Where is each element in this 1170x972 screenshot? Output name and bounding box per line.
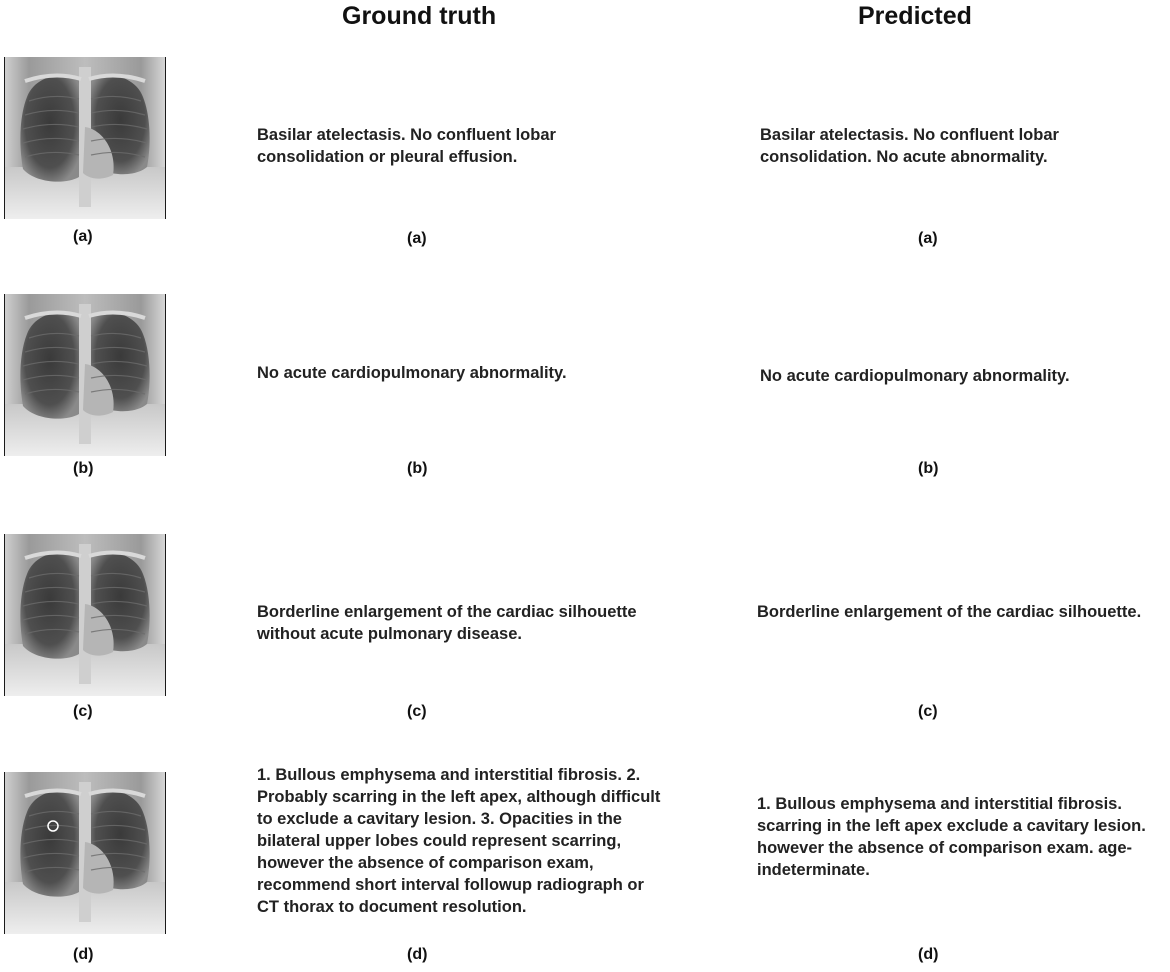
ground-truth-text-b: No acute cardiopulmonary abnormality. <box>257 364 567 382</box>
image-caption-d: (d) <box>73 946 94 963</box>
header-ground-truth: Ground truth <box>342 2 497 30</box>
predicted-text-d: 1. Bullous emphysema and interstitial fibrosis. scarring in the left apex exclude a cavitary lesion. however the absence of comparison exam. age-indeterminate. <box>757 795 1146 879</box>
xray-image-b <box>4 294 166 456</box>
image-caption-c: (c) <box>73 703 93 720</box>
ground-truth-caption-b: (b) <box>407 460 428 477</box>
predicted-caption-a: (a) <box>918 230 938 247</box>
ground-truth-caption-c: (c) <box>407 703 427 720</box>
image-caption-a: (a) <box>73 228 93 245</box>
xray-image-a <box>4 57 166 219</box>
ground-truth-text-a: Basilar atelectasis. No confluent lobar consolidation or pleural effusion. <box>257 126 556 166</box>
image-caption-b: (b) <box>73 460 94 477</box>
predicted-text-a: Basilar atelectasis. No confluent lobar consolidation. No acute abnormality. <box>760 126 1059 166</box>
ground-truth-caption-a: (a) <box>407 230 427 247</box>
predicted-caption-b: (b) <box>918 460 939 477</box>
xray-image-c <box>4 534 166 696</box>
predicted-caption-c: (c) <box>918 703 938 720</box>
ground-truth-text-c: Borderline enlargement of the cardiac silhouette without acute pulmonary disease. <box>257 603 637 643</box>
predicted-text-b: No acute cardiopulmonary abnormality. <box>760 367 1070 385</box>
ground-truth-caption-d: (d) <box>407 946 428 963</box>
xray-image-d <box>4 772 166 934</box>
header-predicted: Predicted <box>858 2 972 30</box>
predicted-text-c: Borderline enlargement of the cardiac silhouette. <box>757 603 1142 621</box>
predicted-caption-d: (d) <box>918 946 939 963</box>
ground-truth-text-d: 1. Bullous emphysema and interstitial fibrosis. 2. Probably scarring in the left apex, although difficult to exclude a cavitary lesion. 3. Opacities in the bilateral upper lobes could represent scarring, however the absence of comparison exam, recommend short interval followup radiograph or CT thorax to document resolution. <box>257 766 661 916</box>
